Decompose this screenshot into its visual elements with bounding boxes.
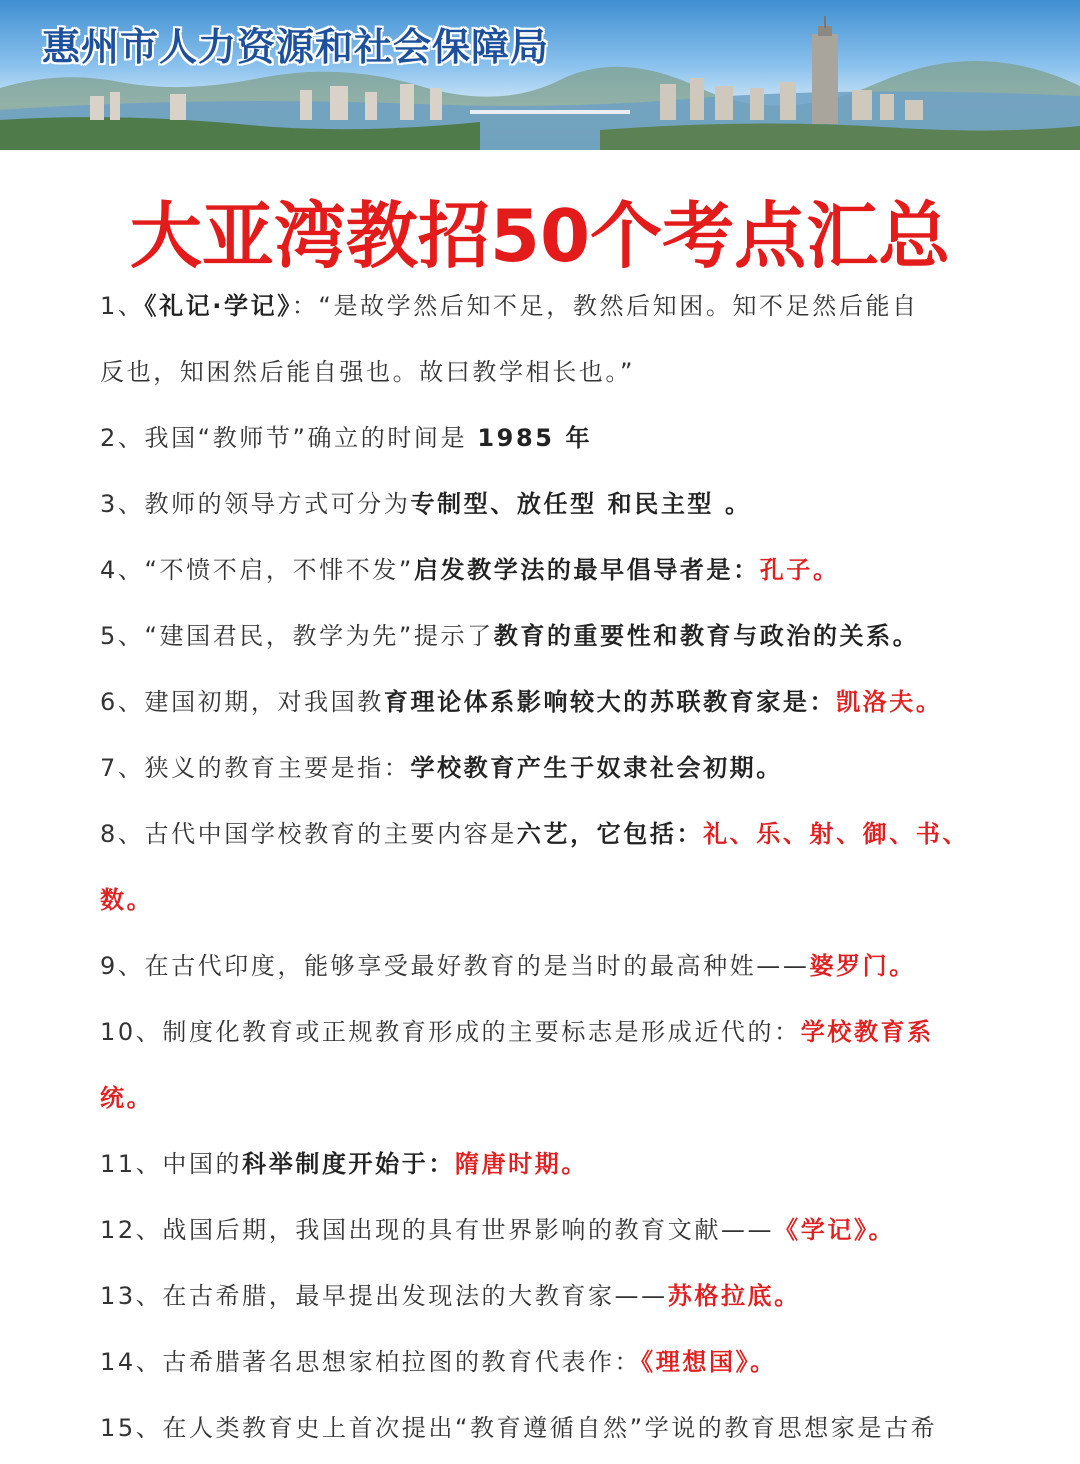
answer-highlight: 婆罗门。: [809, 952, 916, 980]
key-phrase: 学校教育产生于奴隶社会初期。: [410, 754, 783, 782]
exam-point-line: [100, 1200, 985, 1266]
line-text: 5、“建国君民，教学为先”提示了: [100, 622, 494, 650]
answer-highlight: 礼、乐、射、御、书、: [703, 820, 970, 848]
exam-point-line: [100, 738, 985, 804]
key-phrase: 科举制度开始于：: [242, 1150, 455, 1178]
line-text: 4、“不愤不启，不悱不发”: [100, 556, 414, 584]
answer-highlight: 隋唐时期。: [454, 1150, 588, 1178]
exam-point-line: [100, 606, 985, 672]
exam-point-line: [100, 804, 985, 870]
line-text: 9、在古代印度，能够享受最好教育的是当时的最高种姓——: [100, 952, 810, 980]
page-title: 大亚湾教招50个考点汇总: [129, 194, 951, 278]
line-text: 10、制度化教育或正规教育形成的主要标志是形成近代的：: [100, 1018, 801, 1046]
key-phrase: 《礼记·学记》: [144, 292, 292, 320]
exam-point-line: [100, 1002, 985, 1068]
line-text: 12、战国后期，我国出现的具有世界影响的教育文献——: [100, 1216, 775, 1244]
line-text: 6、建国初期，对我国教: [100, 688, 384, 716]
bureau-title: 惠州市人力资源和社会保障局: [42, 24, 550, 69]
key-phrase: 教育的重要性和教育与政治的关系。: [493, 622, 920, 650]
line-text: 14、古希腊著名思想家柏拉图的教育代表作：: [100, 1348, 642, 1376]
line-text: ：“是故学然后知不足，教然后知困。知不足然后能自: [291, 292, 919, 320]
answer-highlight: 《学记》。: [774, 1216, 896, 1244]
answer-highlight: 统。: [100, 1084, 154, 1112]
exam-point-line: [100, 276, 985, 342]
line-text: 7、狭义的教育主要是指：: [100, 754, 411, 782]
key-phrase: 六艺，它包括：: [516, 820, 704, 848]
answer-highlight: 凯洛夫。: [836, 688, 943, 716]
key-phrase: 专制型、放任型 和民主型 。: [410, 490, 752, 518]
exam-point-line: [100, 672, 985, 738]
answer-highlight: 《理想国》。: [641, 1348, 777, 1376]
exam-point-line: [100, 936, 985, 1002]
key-phrase: 启发教学法的最早倡导者是：: [413, 556, 760, 584]
line-text: 3、教师的领导方式可分为: [100, 490, 411, 518]
header-banner: [0, 0, 1080, 150]
answer-highlight: 数。: [100, 886, 154, 914]
exam-point-line: [100, 1332, 985, 1398]
line-text: 15、在人类教育史上首次提出“教育遵循自然”学说的教育思想家是古希: [100, 1414, 938, 1442]
line-text: 反也，知困然后能自强也。故曰教学相长也。”: [100, 358, 636, 386]
exam-point-line: [100, 342, 985, 408]
exam-point-line: [100, 1068, 985, 1134]
exam-point-line: [100, 1266, 985, 1332]
line-text: 11、中国的: [100, 1150, 243, 1178]
exam-point-line: [100, 474, 985, 540]
line-text: 2、我国“教师节”确立的时间是: [100, 424, 478, 452]
line-text: 1、: [100, 292, 145, 320]
exam-point-line: [100, 540, 985, 606]
answer-highlight: 苏格拉底。: [667, 1282, 801, 1310]
answer-highlight: 学校教育系: [800, 1018, 934, 1046]
line-text: 13、在古希腊，最早提出发现法的大教育家——: [100, 1282, 668, 1310]
exam-point-line: [100, 870, 985, 936]
line-text: 8、古代中国学校教育的主要内容是: [100, 820, 517, 848]
answer-highlight: 孔子。: [759, 556, 840, 584]
exam-points-list: [100, 276, 985, 1464]
exam-point-line: [100, 1398, 985, 1464]
key-phrase: 1985 年: [477, 424, 593, 452]
exam-point-line: [100, 408, 985, 474]
exam-point-line: [100, 1134, 985, 1200]
key-phrase: 育理论体系影响较大的苏联教育家是：: [383, 688, 837, 716]
